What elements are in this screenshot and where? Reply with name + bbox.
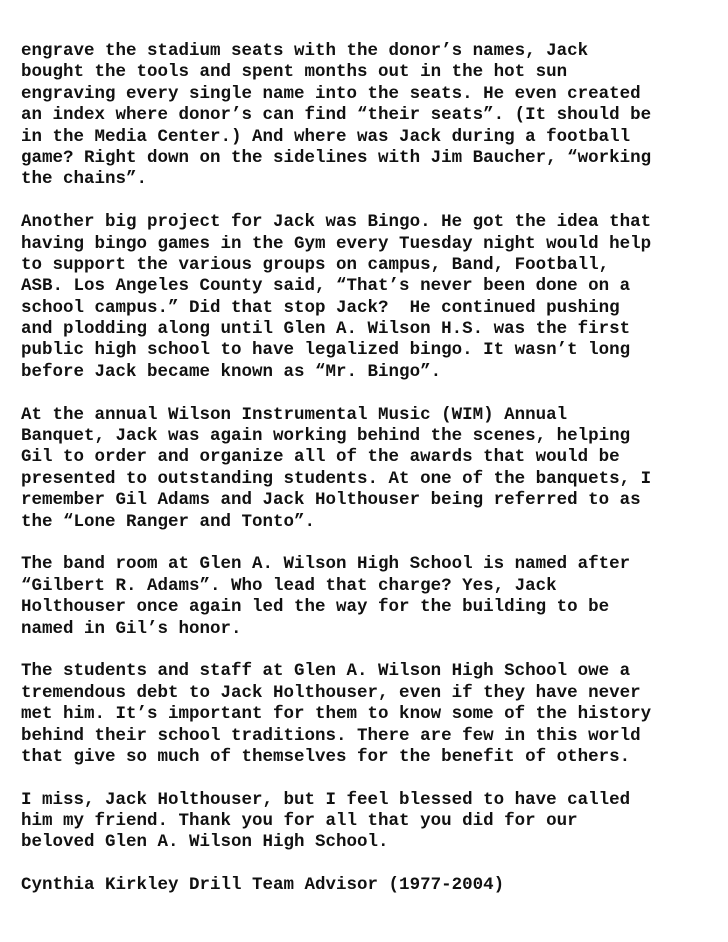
paragraph-debt bbox=[21, 661, 721, 768]
text-line: presented to outstanding students. At one of the banquets, I bbox=[21, 468, 652, 489]
text-line: school campus.” Did that stop Jack? He continued pushing bbox=[21, 297, 620, 318]
text-line: Another big project for Jack was Bingo. He got the idea that bbox=[21, 212, 652, 233]
text-line: tremendous debt to Jack Holthouser, even if they have never bbox=[21, 682, 641, 703]
text-line: the chains”. bbox=[21, 169, 148, 190]
text-line: that give so much of themselves for the benefit of others. bbox=[21, 746, 631, 767]
text-line: ASB. Los Angeles County said, “That’s never been done on a bbox=[21, 276, 631, 297]
text-line: an index where donor’s can find “their seats”. (It should be bbox=[21, 105, 652, 126]
text-line: beloved Glen A. Wilson High School. bbox=[21, 832, 389, 853]
signature-line: Cynthia Kirkley Drill Team Advisor (1977-2004) bbox=[21, 875, 505, 896]
text-line: Banquet, Jack was again working behind the scenes, helping bbox=[21, 426, 631, 447]
text-line: remember Gil Adams and Jack Holthouser being referred to as bbox=[21, 490, 641, 511]
text-line: engraving every single name into the seats. He even created bbox=[21, 83, 641, 104]
text-line: behind their school traditions. There are few in this world bbox=[21, 725, 641, 746]
text-line: Gil to order and organize all of the awards that would be bbox=[21, 447, 620, 468]
text-line: the “Lone Ranger and Tonto”. bbox=[21, 511, 316, 532]
text-line: and plodding along until Glen A. Wilson H.S. was the first bbox=[21, 319, 631, 340]
text-line: before Jack became known as “Mr. Bingo”. bbox=[21, 361, 442, 382]
paragraph-bingo bbox=[21, 212, 721, 383]
text-line: in the Media Center.) And where was Jack during a football bbox=[21, 126, 631, 147]
paragraph-wim-banquet bbox=[21, 405, 721, 533]
text-line: “Gilbert R. Adams”. Who lead that charge? Yes, Jack bbox=[21, 575, 557, 596]
text-line: bought the tools and spent months out in the hot sun bbox=[21, 62, 568, 83]
text-line: him my friend. Thank you for all that you did for our bbox=[21, 811, 578, 832]
paragraph-band-room bbox=[21, 554, 721, 640]
text-line: public high school to have legalized bingo. It wasn’t long bbox=[21, 340, 631, 361]
paragraph-stadium-seats bbox=[21, 41, 721, 191]
document-page bbox=[21, 41, 721, 918]
text-line: met him. It’s important for them to know some of the history bbox=[21, 704, 652, 725]
text-line: game? Right down on the sidelines with Jim Baucher, “working bbox=[21, 147, 652, 168]
text-line: The band room at Glen A. Wilson High School is named after bbox=[21, 554, 631, 575]
paragraph-closing bbox=[21, 790, 721, 854]
text-line: having bingo games in the Gym every Tuesday night would help bbox=[21, 233, 652, 254]
signature bbox=[21, 875, 721, 896]
text-line: I miss, Jack Holthouser, but I feel blessed to have called bbox=[21, 789, 631, 810]
text-line: The students and staff at Glen A. Wilson High School owe a bbox=[21, 661, 631, 682]
text-line: engrave the stadium seats with the donor’s names, Jack bbox=[21, 41, 589, 61]
text-line: Holthouser once again led the way for the building to be bbox=[21, 597, 610, 618]
text-line: named in Gil’s honor. bbox=[21, 618, 242, 639]
text-line: to support the various groups on campus, Band, Football, bbox=[21, 254, 610, 275]
text-line: At the annual Wilson Instrumental Music (WIM) Annual bbox=[21, 404, 568, 425]
